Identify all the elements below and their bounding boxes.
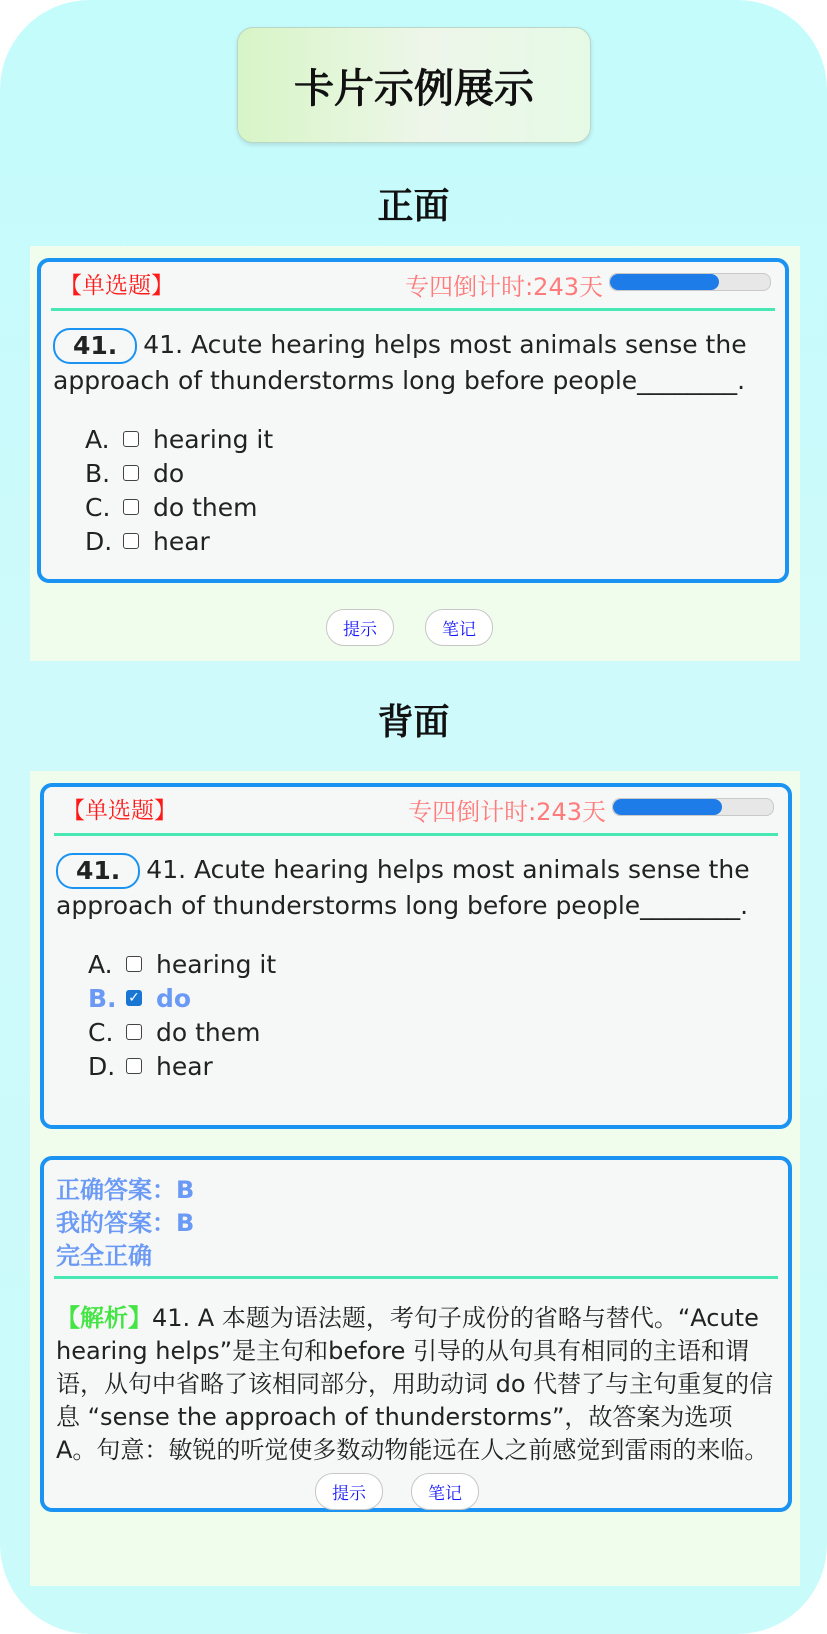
option-d[interactable] [85,524,273,558]
countdown-progress-bar [612,798,774,816]
option-letter: D. [85,526,113,556]
analysis-text: 41. A 本题为语法题，考句子成份的省略与替代。“Acute hearing helps”是主句和before 引导的从句具有相同的主语和谓语，从句中省略了该相同部分，用助动词 do 代替了与主句重复的信息 “sense the approach of thunderstorms”，故答案为选项 A。句意：敏锐的听觉使多数动物能远在人之前感觉到雷雨的来临。 [56,1304,774,1464]
option-checkbox[interactable] [126,1024,142,1040]
analysis-block [56,1302,776,1467]
answer-verdict: 完全正确 [56,1242,152,1270]
option-letter: D. [88,1051,116,1081]
back-question-card [40,783,792,1129]
option-letter: A. [88,949,113,979]
exam-countdown: 专四倒计时:243天 [405,273,603,301]
option-list [85,422,273,558]
option-c[interactable] [88,1015,276,1049]
option-checkbox[interactable]: ✓ [126,990,142,1006]
option-d[interactable] [88,1049,276,1083]
option-checkbox[interactable] [126,956,142,972]
front-heading: 正面 [377,186,450,227]
my-answer: 我的答案：B [56,1209,195,1237]
option-c[interactable] [85,490,273,524]
hint-button[interactable]: 提示 [315,1473,383,1510]
option-a[interactable] [85,422,273,456]
question-number-badge: 41. [56,853,140,889]
option-checkbox[interactable] [126,1058,142,1074]
front-panel [30,246,800,661]
note-button[interactable]: 笔记 [425,609,493,646]
option-checkbox[interactable] [123,499,139,515]
option-text: hearing it [153,424,274,454]
question-type-label: 【单选题】 [59,273,174,299]
countdown-progress-fill [613,799,722,815]
exam-countdown: 专四倒计时:243天 [408,798,606,826]
question-text-block [53,328,765,398]
hint-button[interactable]: 提示 [326,609,394,646]
analysis-tag: 【解析】 [56,1304,152,1332]
option-letter: A. [85,424,110,454]
question-type-label: 【单选题】 [62,798,177,824]
option-text: do them [156,1017,261,1047]
option-letter: C. [88,1017,114,1047]
question-number-badge: 41. [53,328,137,364]
page-title: 卡片示例展示 [237,27,591,143]
back-heading: 背面 [377,702,450,743]
card-divider [54,1276,778,1279]
option-list [88,947,276,1083]
option-text: do them [153,492,258,522]
card-divider [54,833,778,836]
option-letter: B. [85,458,111,488]
question-text-block [56,853,768,923]
back-panel [30,771,800,1586]
option-a[interactable] [88,947,276,981]
answer-card [40,1156,792,1512]
option-text: do [156,983,192,1013]
option-checkbox[interactable] [123,533,139,549]
countdown-progress-bar [609,273,771,291]
option-text: hear [156,1051,213,1081]
option-text: hear [153,526,210,556]
option-letter: B. [88,983,117,1013]
option-b[interactable] [85,456,273,490]
option-checkbox[interactable] [123,431,139,447]
option-b[interactable] [88,981,276,1015]
card-divider [51,308,775,311]
countdown-progress-fill [610,274,719,290]
option-checkbox[interactable] [123,465,139,481]
option-text: do [153,458,185,488]
front-question-card [37,258,789,583]
option-letter: C. [85,492,111,522]
option-text: hearing it [156,949,277,979]
note-button[interactable]: 笔记 [411,1473,479,1510]
correct-answer: 正确答案：B [56,1176,195,1204]
question-text: 41. Acute hearing helps most animals sense the approach of thunderstorms long before people________. [56,855,750,920]
question-text: 41. Acute hearing helps most animals sense the approach of thunderstorms long before people________. [53,330,747,395]
